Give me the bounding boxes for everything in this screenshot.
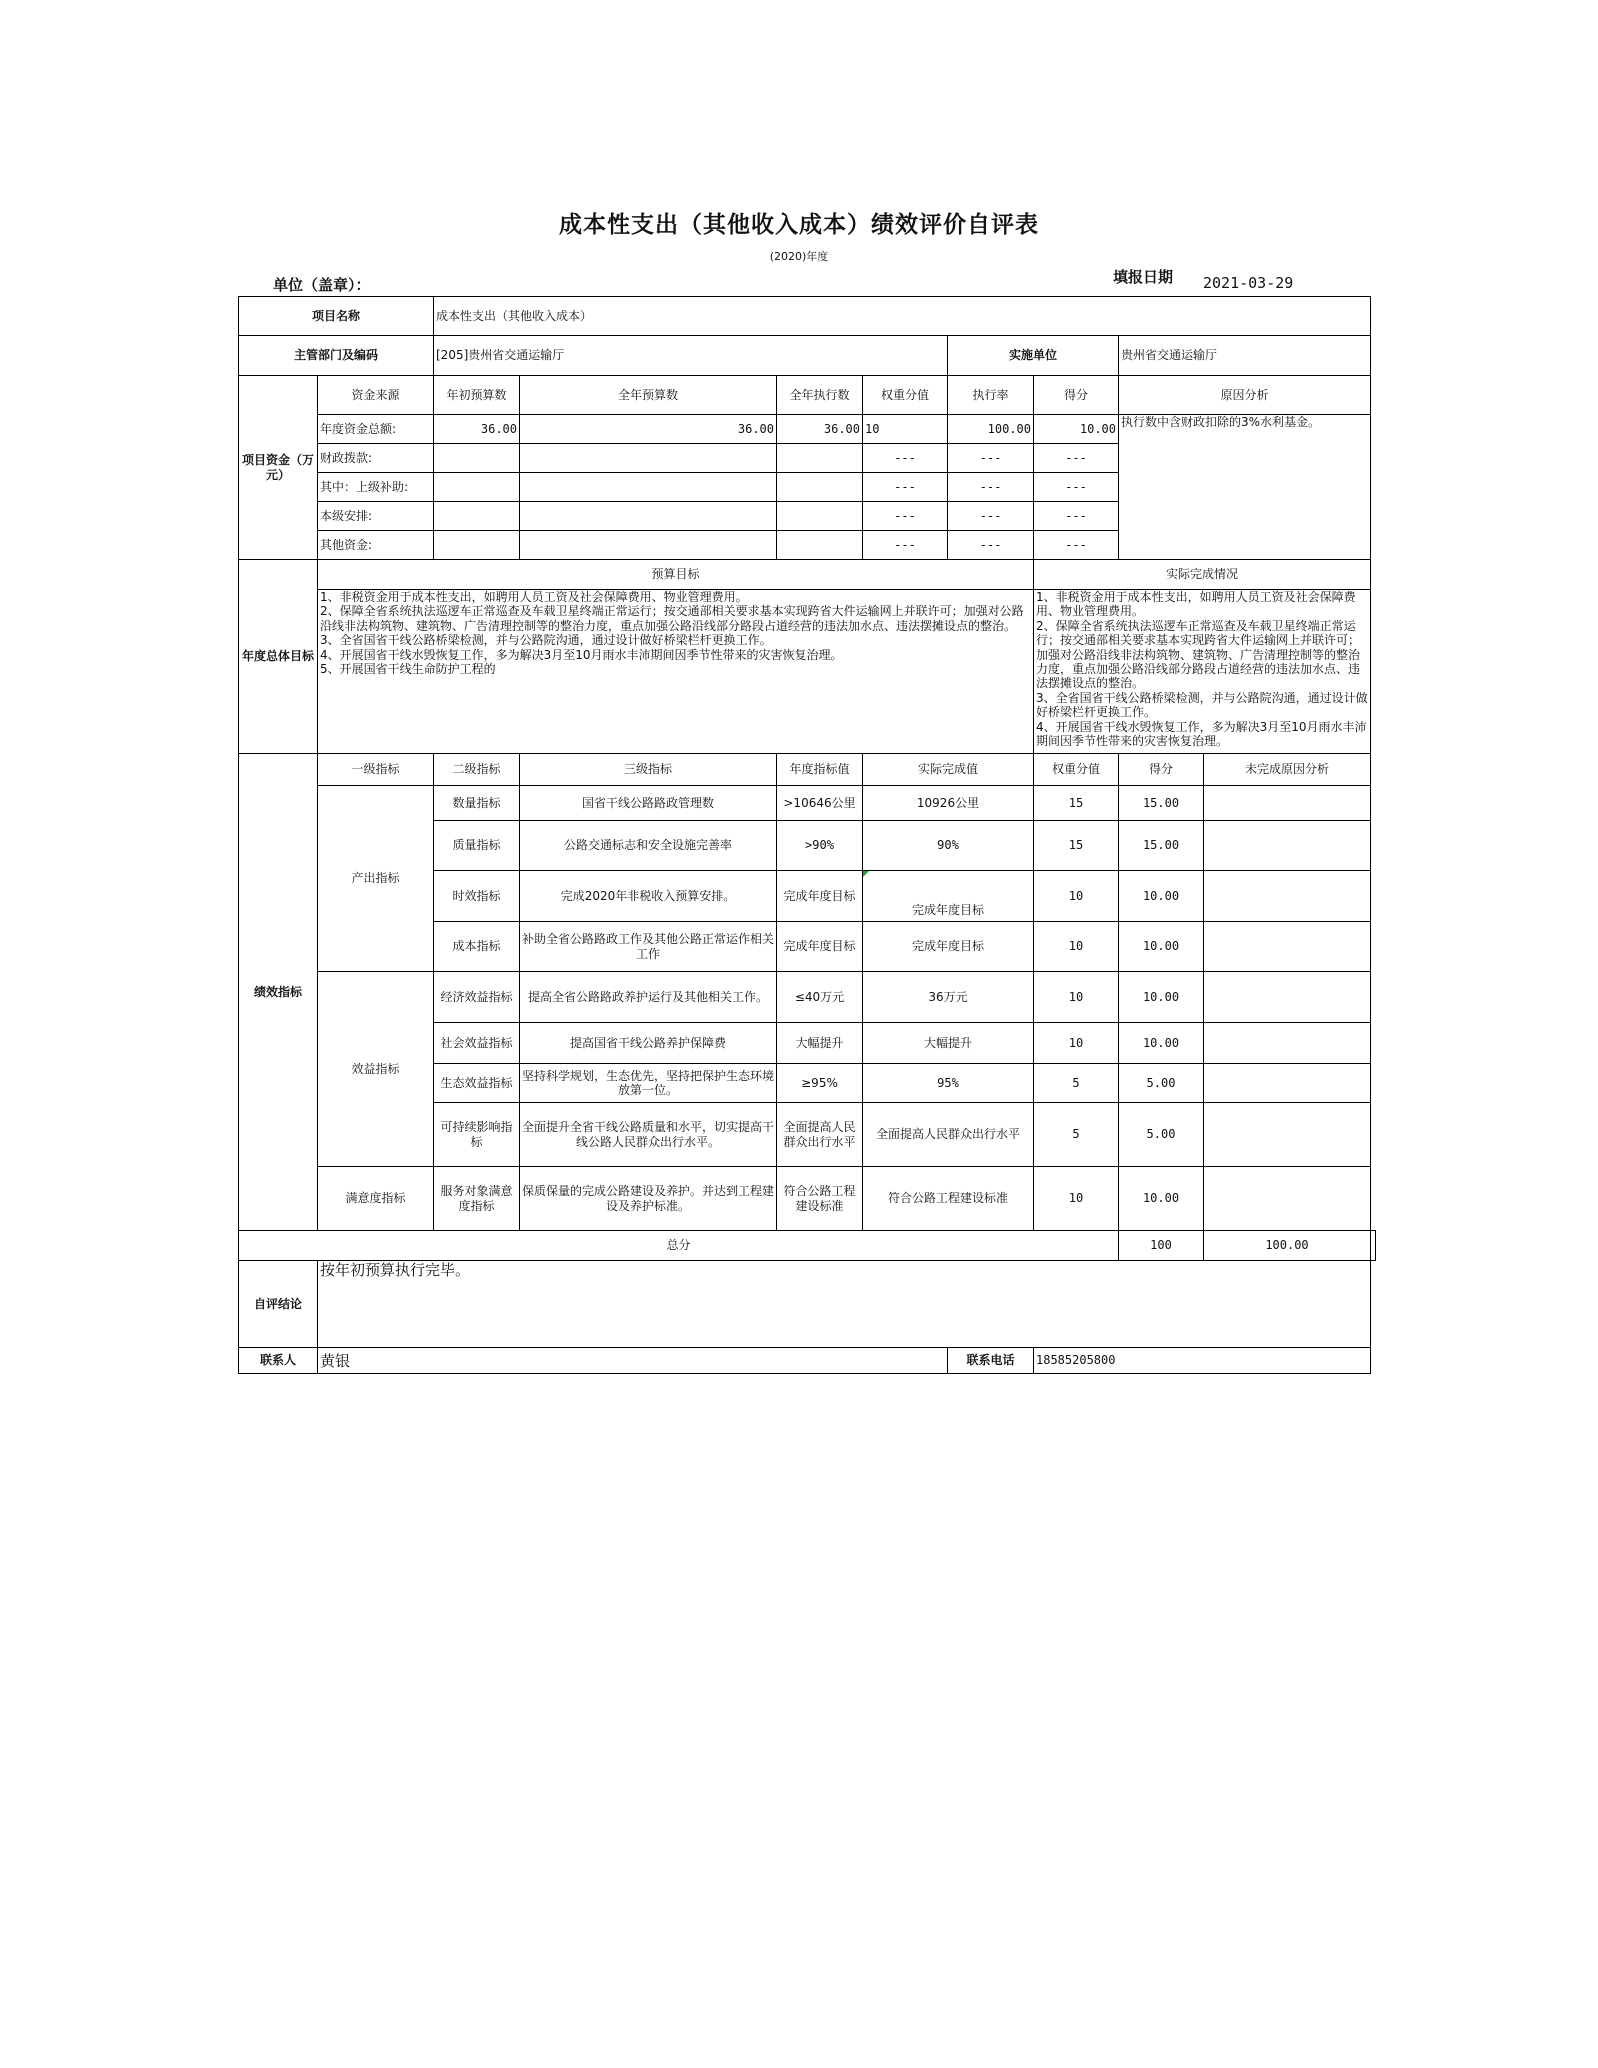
funds-executed [777, 531, 863, 560]
perf-level2: 服务对象满意度指标 [434, 1167, 520, 1231]
total-weight: 100 [1119, 1231, 1204, 1261]
conclusion-row [239, 1261, 1376, 1348]
perf-col-level3: 三级指标 [520, 754, 777, 786]
perf-level3: 公路交通标志和安全设施完善率 [520, 821, 777, 871]
perf-actual: 符合公路工程建设标准 [863, 1167, 1034, 1231]
perf-score: 10.00 [1119, 922, 1204, 972]
funds-source: 其他资金: [318, 531, 434, 560]
funds-executed [777, 502, 863, 531]
perf-target: 大幅提升 [777, 1023, 863, 1064]
perf-weight: 10 [1034, 922, 1119, 972]
perf-group-satisfaction: 满意度指标 [318, 1167, 434, 1231]
perf-actual: 完成年度目标 [863, 871, 1034, 922]
perf-actual: 95% [863, 1064, 1034, 1103]
contact-person: 黄银 [318, 1348, 948, 1374]
perf-actual: 10926公里 [863, 786, 1034, 821]
department-row [239, 336, 1376, 376]
funds-executed [777, 444, 863, 473]
perf-reason [1204, 922, 1371, 972]
perf-score: 10.00 [1119, 1023, 1204, 1064]
funds-initial [434, 473, 520, 502]
funds-rate: --- [948, 444, 1034, 473]
perf-target: ≥95% [777, 1064, 863, 1103]
perf-level2: 社会效益指标 [434, 1023, 520, 1064]
perf-col-actual: 实际完成值 [863, 754, 1034, 786]
perf-reason [1204, 1103, 1371, 1167]
perf-group-benefit: 效益指标 [318, 972, 434, 1167]
actual-completion-text: 1、非税资金用于成本性支出，如聘用人员工资及社会保障费用、物业管理费用。 2、保障全省系统执法巡逻车正常巡查及车载卫星终端正常运行；按交通部相关要求基本实现跨省大件运输网上并联许可；加强对公路沿线非法构筑物、建筑物、广告清理控制等的整治力度，重点加强公路沿线部分路段占道经营的违法加水点、违法摆摊设点的整治。 3、全省国省干线公路桥梁检测，并与公路院沟通，通过设计做好桥梁栏杆更换工作。 4、开展国省干线水毁恢复工作，多为解决3月至10月雨水丰沛期间因季节性带来的灾害恢复治理。 [1034, 590, 1371, 754]
perf-weight: 10 [1034, 972, 1119, 1023]
funds-header-row [239, 376, 1376, 415]
perf-level3: 完成2020年非税收入预算安排。 [520, 871, 777, 922]
perf-level3: 全面提升全省干线公路质量和水平，切实提高干线公路人民群众出行水平。 [520, 1103, 777, 1167]
perf-level2: 成本指标 [434, 922, 520, 972]
funds-executed [777, 473, 863, 502]
funds-weight: --- [863, 444, 948, 473]
perf-score: 10.00 [1119, 972, 1204, 1023]
conclusion-text: 按年初预算执行完毕。 [318, 1261, 1371, 1348]
perf-level2: 质量指标 [434, 821, 520, 871]
implementer-value: 贵州省交通运输厅 [1119, 336, 1371, 376]
total-reason [1371, 1231, 1376, 1261]
perf-group-output: 产出指标 [318, 786, 434, 972]
funds-weight: --- [863, 502, 948, 531]
funds-row [239, 415, 1376, 444]
funds-col-rate: 执行率 [948, 376, 1034, 415]
budget-goal-text: 1、非税资金用于成本性支出，如聘用人员工资及社会保障费用、物业管理费用。 2、保障全省系统执法巡逻车正常巡查及车载卫星终端正常运行；按交通部相关要求基本实现跨省大件运输网上并联许可；加强对公路沿线非法构筑物、建筑物、广告清理控制等的整治力度，重点加强公路沿线部分路段占道经营的违法加水点、违法摆摊设点的整治。 3、全省国省干线公路桥梁检测，并与公路院沟通，通过设计做好桥梁栏杆更换工作。 4、开展国省干线水毁恢复工作，多为解决3月至10月雨水丰沛期间因季节性带来的灾害恢复治理。 5、开展国省干线生命防护工程的 [318, 590, 1034, 754]
perf-score: 10.00 [1119, 1167, 1204, 1231]
total-score: 100.00 [1204, 1231, 1371, 1261]
funds-col-reason: 原因分析 [1119, 376, 1371, 415]
perf-row [239, 972, 1376, 1023]
perf-score: 10.00 [1119, 871, 1204, 922]
perf-weight: 15 [1034, 786, 1119, 821]
funds-initial [434, 502, 520, 531]
funds-source: 年度资金总额: [318, 415, 434, 444]
perf-level3: 提高全省公路路政养护运行及其他相关工作。 [520, 972, 777, 1023]
project-name-value: 成本性支出（其他收入成本） [434, 297, 1371, 336]
perf-row [239, 786, 1376, 821]
perf-target: 完成年度目标 [777, 922, 863, 972]
funds-annual [520, 444, 777, 473]
funds-score: --- [1034, 444, 1119, 473]
funds-col-source: 资金来源 [318, 376, 434, 415]
perf-level2: 时效指标 [434, 871, 520, 922]
perf-actual: 90% [863, 821, 1034, 871]
perf-level3: 国省干线公路路政管理数 [520, 786, 777, 821]
funds-initial [434, 531, 520, 560]
funds-rate: --- [948, 473, 1034, 502]
unit-stamp-label: 单位（盖章）： [273, 276, 371, 294]
perf-reason [1204, 786, 1371, 821]
goals-header-row [239, 560, 1376, 590]
perf-score: 5.00 [1119, 1064, 1204, 1103]
funds-annual [520, 473, 777, 502]
perf-reason [1204, 1023, 1371, 1064]
fill-date-value: 2021-03-29 [1203, 274, 1294, 292]
evaluation-table [238, 296, 1376, 1374]
report-title: 成本性支出（其他收入成本）绩效评价自评表 [559, 212, 1039, 238]
contact-phone-label: 联系电话 [948, 1348, 1034, 1374]
funds-col-initial: 年初预算数 [434, 376, 520, 415]
funds-col-executed: 全年执行数 [777, 376, 863, 415]
funds-source: 其中：上级补助: [318, 473, 434, 502]
funds-rate: 100.00 [948, 415, 1034, 444]
funds-col-score: 得分 [1034, 376, 1119, 415]
perf-level3: 提高国省干线公路养护保障费 [520, 1023, 777, 1064]
perf-reason [1204, 871, 1371, 922]
funds-source: 财政拨款: [318, 444, 434, 473]
fill-date-label: 填报日期 [1113, 268, 1173, 286]
perf-level3: 补助全省公路路政工作及其他公路正常运作相关工作 [520, 922, 777, 972]
perf-section-label: 绩效指标 [239, 754, 318, 1231]
contact-row [239, 1348, 1376, 1374]
project-name-row [239, 297, 1376, 336]
funds-weight: --- [863, 531, 948, 560]
perf-reason [1204, 972, 1371, 1023]
goals-text-row [239, 590, 1376, 754]
perf-level3: 坚持科学规划，生态优先，坚持把保护生态环境放第一位。 [520, 1064, 777, 1103]
funds-score: 10.00 [1034, 415, 1119, 444]
department-label: 主管部门及编码 [239, 336, 434, 376]
perf-score: 15.00 [1119, 821, 1204, 871]
funds-col-annual: 全年预算数 [520, 376, 777, 415]
perf-score: 15.00 [1119, 786, 1204, 821]
funds-weight: 10 [863, 415, 948, 444]
perf-reason [1204, 1064, 1371, 1103]
perf-weight: 10 [1034, 871, 1119, 922]
funds-initial: 36.00 [434, 415, 520, 444]
funds-initial [434, 444, 520, 473]
actual-completion-header: 实际完成情况 [1034, 560, 1371, 590]
perf-header-row [239, 754, 1376, 786]
perf-col-target: 年度指标值 [777, 754, 863, 786]
perf-weight: 15 [1034, 821, 1119, 871]
department-value: [205]贵州省交通运输厅 [434, 336, 948, 376]
perf-col-level1: 一级指标 [318, 754, 434, 786]
perf-level3: 保质保量的完成公路建设及养护。并达到工程建设及养护标准。 [520, 1167, 777, 1231]
perf-col-reason: 未完成原因分析 [1204, 754, 1371, 786]
perf-level2: 经济效益指标 [434, 972, 520, 1023]
contact-phone: 18585205800 [1034, 1348, 1371, 1374]
funds-section-label: 项目资金（万元） [239, 376, 318, 560]
total-row [239, 1231, 1376, 1261]
perf-target: >90% [777, 821, 863, 871]
conclusion-label: 自评结论 [239, 1261, 318, 1348]
perf-actual: 完成年度目标 [863, 922, 1034, 972]
funds-score: --- [1034, 502, 1119, 531]
perf-target: ≤40万元 [777, 972, 863, 1023]
perf-reason [1204, 1167, 1371, 1231]
funds-rate: --- [948, 502, 1034, 531]
perf-target: 完成年度目标 [777, 871, 863, 922]
funds-col-weight: 权重分值 [863, 376, 948, 415]
perf-reason [1204, 821, 1371, 871]
perf-weight: 10 [1034, 1167, 1119, 1231]
funds-reason: 执行数中含财政扣除的3%水利基金。 [1119, 415, 1371, 560]
perf-col-score: 得分 [1119, 754, 1204, 786]
perf-target: 符合公路工程建设标准 [777, 1167, 863, 1231]
implementer-label: 实施单位 [948, 336, 1119, 376]
funds-annual: 36.00 [520, 415, 777, 444]
perf-actual: 大幅提升 [863, 1023, 1034, 1064]
perf-target: >10646公里 [777, 786, 863, 821]
perf-weight: 10 [1034, 1023, 1119, 1064]
report-year: (2020)年度 [769, 250, 829, 263]
goals-section-label: 年度总体目标 [239, 560, 318, 754]
perf-row [239, 1167, 1376, 1231]
contact-person-label: 联系人 [239, 1348, 318, 1374]
perf-weight: 5 [1034, 1064, 1119, 1103]
funds-executed: 36.00 [777, 415, 863, 444]
perf-target: 全面提高人民群众出行水平 [777, 1103, 863, 1167]
funds-rate: --- [948, 531, 1034, 560]
funds-weight: --- [863, 473, 948, 502]
perf-col-weight: 权重分值 [1034, 754, 1119, 786]
perf-level2: 数量指标 [434, 786, 520, 821]
budget-goal-header: 预算目标 [318, 560, 1034, 590]
perf-score: 5.00 [1119, 1103, 1204, 1167]
total-label: 总分 [239, 1231, 1119, 1261]
perf-level2: 可持续影响指标 [434, 1103, 520, 1167]
funds-source: 本级安排: [318, 502, 434, 531]
funds-annual [520, 502, 777, 531]
funds-score: --- [1034, 473, 1119, 502]
perf-actual: 36万元 [863, 972, 1034, 1023]
perf-actual: 全面提高人民群众出行水平 [863, 1103, 1034, 1167]
perf-weight: 5 [1034, 1103, 1119, 1167]
funds-score: --- [1034, 531, 1119, 560]
perf-col-level2: 二级指标 [434, 754, 520, 786]
perf-level2: 生态效益指标 [434, 1064, 520, 1103]
funds-annual [520, 531, 777, 560]
project-name-label: 项目名称 [239, 297, 434, 336]
